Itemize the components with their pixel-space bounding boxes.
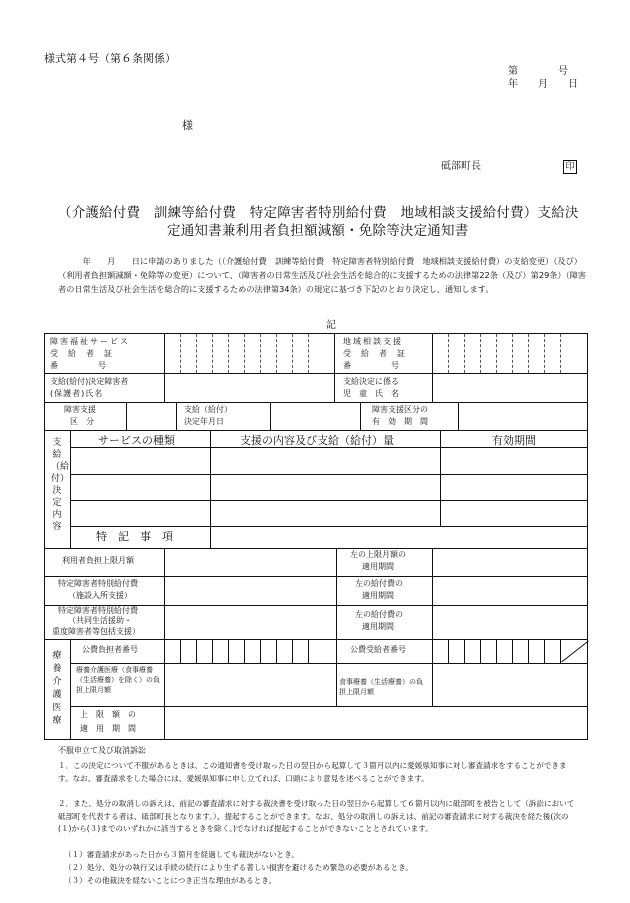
public-recipient-label: 公費受給者番号	[350, 645, 406, 654]
medical-side-label: 療養介護医療	[52, 651, 62, 726]
child-name-label-1: 支給決定に係る	[343, 377, 399, 386]
welfare-cert-label-3: 番 号	[50, 361, 106, 370]
addressee-suffix: 様	[182, 119, 193, 132]
ki-label: 記	[326, 320, 336, 331]
decided-person-label-2: (保護者)氏名	[50, 389, 104, 398]
benefit-period-2-label-2: 適用期間	[362, 622, 394, 631]
community-cert-label-2: 受 給 者 証	[343, 349, 406, 358]
title-line-1: （介護給付費 訓練等給付費 特定障害者特別給付費 地域相談支援給付費）支給決	[58, 205, 579, 221]
note-sub-1: （１）審査請求があった日から３箇月を経過しても裁決がないとき。	[64, 850, 300, 859]
public-payer-label: 公費負担者番号	[82, 645, 138, 654]
col-support-amount: 支援の内容及び支給（給付）量	[240, 434, 394, 447]
class-period-label-2: 有 効 期 間	[372, 417, 428, 426]
support-class-label-1: 障害支援	[64, 405, 96, 414]
cap-period-med-label-2: 適 用 期 間	[80, 724, 136, 733]
decided-person-label-1: 支給(給付)決定障害者	[50, 377, 129, 386]
note-sub-3: （３）その他裁決を経ないことにつき正当な理由があるとき。	[64, 876, 277, 885]
special-benefit-1-label-1: 特定障害者特別給付費	[58, 579, 138, 588]
welfare-cert-label-2: 受 給 者 証	[50, 349, 113, 358]
decision-content-side-label: 支給（給付）決定内容	[51, 438, 70, 532]
notes-heading: 不服申立て及び取消訴訟	[58, 746, 146, 755]
child-name-label-2: 児 童 氏 名	[343, 389, 399, 398]
support-class-label-2: 区 分	[70, 417, 94, 426]
form-number: 様式第４号（第６条関係）	[44, 52, 176, 65]
col-valid-period: 有効期間	[492, 434, 536, 447]
special-notes-label: 特 記 事 項	[96, 530, 173, 543]
document-number: 第 号	[508, 66, 568, 77]
note-item-1: １．この決定について不服があるときは、この通知書を受け取った日の翌日から起算して３箇月以内に愛媛県知事に対し審査請求をすることができます。なお、審査請求をした場合には、愛媛県知事に申し立てれば、口頭により意見を述べることができます。	[58, 761, 567, 783]
note-sub-2: （２）処分、処分の執行又は手続の続行により生ずる著しい損害を避けるため緊急の必要があるとき。	[64, 863, 414, 872]
community-cert-label-3: 番 号	[343, 361, 399, 370]
cap-period-label-2: 適用期間	[362, 562, 394, 571]
benefit-period-1-label-1: 左の給付費の	[355, 579, 403, 588]
special-benefit-2-label-1: 特定障害者特別給付費	[58, 606, 138, 615]
special-benefit-1-label-2: （施設入所支援）	[68, 591, 132, 600]
meal-cap-label: 食事療養（生活療養）の負担上限月額	[339, 678, 423, 696]
decision-date-label-2: 決定年月日	[184, 417, 224, 426]
col-service-type: サービスの種類	[98, 434, 175, 447]
cap-period-label-1: 左の上限月額の	[350, 550, 406, 559]
cap-period-med-label-1: 上 限 額 の	[80, 710, 136, 719]
issuer: 砥部町長	[441, 161, 481, 172]
decision-date-label-1: 支給（給付）	[184, 405, 232, 414]
seal-mark: 印	[563, 160, 577, 174]
special-benefit-2-label-2: （共同生活援助・	[68, 616, 132, 625]
benefit-period-2-label-1: 左の給付費の	[355, 610, 403, 619]
intro-paragraph: 年 月 日に申請のありました（（介護給付費 訓練等給付費 特定障害者特別給付費 地域相談支援給付費）の支給変更）（及び）（利用者負担額減額・免除等の変更）について、（障害者の日常生活及び社会生活を総合的に支援するための法律第22条（及び）第29条）（障害者の日常生活及び社会生活を総合的に支援するための法律第34条）の規定に基づき下記のとおり決定し、通知します。	[58, 256, 587, 294]
class-period-label-1: 障害支援区分の	[372, 405, 428, 414]
medical-cap-label: 療養介護医療（食事療養（生活療養）を除く）の負担上限月額	[76, 666, 160, 694]
welfare-cert-label-1: 障害福祉サービス	[50, 337, 130, 346]
document-date: 年 月 日	[508, 79, 578, 90]
note-item-2: ２．また、処分の取消しの訴えは、前記の審査請求に対する裁決書を受け取った日の翌日から起算して６箇月以内に砥部町を被告として（訴訟において砥部町を代表する者は、砥部町長となります。）、提起することができます。なお、処分の取消しの訴えは、前記の審査請求に対する裁決を経た後(次の(１)から(３)までのいずれかに該当するときを除く。)でなければ提起することができないこととされています。	[58, 799, 575, 833]
burden-cap-label: 利用者負担上限月額	[62, 556, 134, 565]
title-line-2: 定通知書兼利用者負担額減額・免除等決定通知書	[167, 223, 469, 239]
special-benefit-2-label-3: 重度障害者等包括支援）	[52, 627, 140, 636]
benefit-period-1-label-2: 適用期間	[362, 591, 394, 600]
community-cert-label-1: 地域相談支援	[343, 337, 403, 346]
